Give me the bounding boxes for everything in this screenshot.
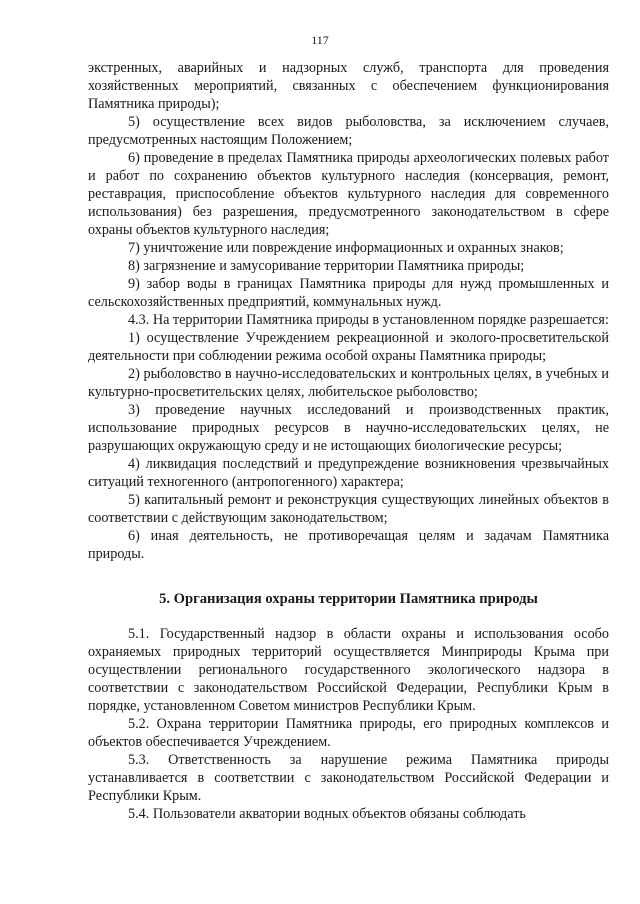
- paragraph: 5) осуществление всех видов рыболовства, за исключением случаев, предусмотренных настоящим Положением;: [88, 114, 609, 148]
- paragraph: 9) забор воды в границах Памятника природы для нужд промышленных и сельскохозяйственных предприятий, коммунальных нужд.: [88, 276, 609, 310]
- paragraph: 7) уничтожение или повреждение информационных и охранных знаков;: [128, 240, 564, 256]
- paragraph: 4.3. На территории Памятника природы в установленном порядке разрешается:: [128, 312, 609, 328]
- paragraph: 5) капитальный ремонт и реконструкция существующих линейных объектов в соответствии с действующим законодательством;: [88, 492, 609, 526]
- paragraph: 6) проведение в пределах Памятника природы археологических полевых работ и работ по сохранению объектов культурного наследия (консервация, ремонт, реставрация, приспособление объектов культурного наследия для современного использования) без разрешения, предусмотренного законодательством в сфере охраны объектов культурного наследия;: [88, 150, 609, 238]
- paragraph: 5.2. Охрана территории Памятника природы, его природных комплексов и объектов обеспечивается Учреждением.: [88, 716, 609, 750]
- paragraphs-after-section: [88, 625, 609, 823]
- paragraph: 6) иная деятельность, не противоречащая целям и задачам Памятника природы.: [88, 528, 609, 562]
- paragraph: 8) загрязнение и замусоривание территории Памятника природы;: [128, 258, 525, 274]
- paragraph: 5.1. Государственный надзор в области охраны и использования особо охраняемых природных территорий осуществляется Минприроды Крыма при осуществлении регионального государственного экологического надзора в соответствии с законодательством Российской Федерации, Республики Крым в порядке, установленном Советом министров Республики Крым.: [88, 626, 609, 714]
- paragraph: 5.3. Ответственность за нарушение режима Памятника природы устанавливается в соответствии с законодательством Российской Федерации и Республики Крым.: [88, 752, 609, 804]
- paragraph: экстренных, аварийных и надзорных служб, транспорта для проведения хозяйственных мероприятий, связанных с обеспечением функционирования Памятника природы);: [88, 60, 609, 112]
- paragraph: 2) рыболовство в научно-исследовательских и контрольных целях, в учебных и культурно-просветительских целях, любительское рыболовство;: [88, 366, 609, 400]
- document-body: [88, 59, 609, 823]
- paragraph: 1) осуществление Учреждением рекреационной и эколого-просветительской деятельности при соблюдении режима особой охраны Памятника природы;: [88, 330, 609, 364]
- paragraphs-before-section: [88, 59, 609, 563]
- paragraph: 4) ликвидация последствий и предупреждение возникновения чрезвычайных ситуаций техногенного (антропогенного) характера;: [88, 456, 609, 490]
- page-number: 117: [311, 33, 329, 47]
- paragraph: 5.4. Пользователи акватории водных объектов обязаны соблюдать: [128, 806, 526, 822]
- paragraph: 3) проведение научных исследований и производственных практик, использование природных ресурсов в научно-исследовательских целях, не разрушающих окружающую среду и не истощающих биологические ресурсы;: [88, 402, 609, 454]
- section-heading: 5. Организация охраны территории Памятника природы: [159, 591, 538, 607]
